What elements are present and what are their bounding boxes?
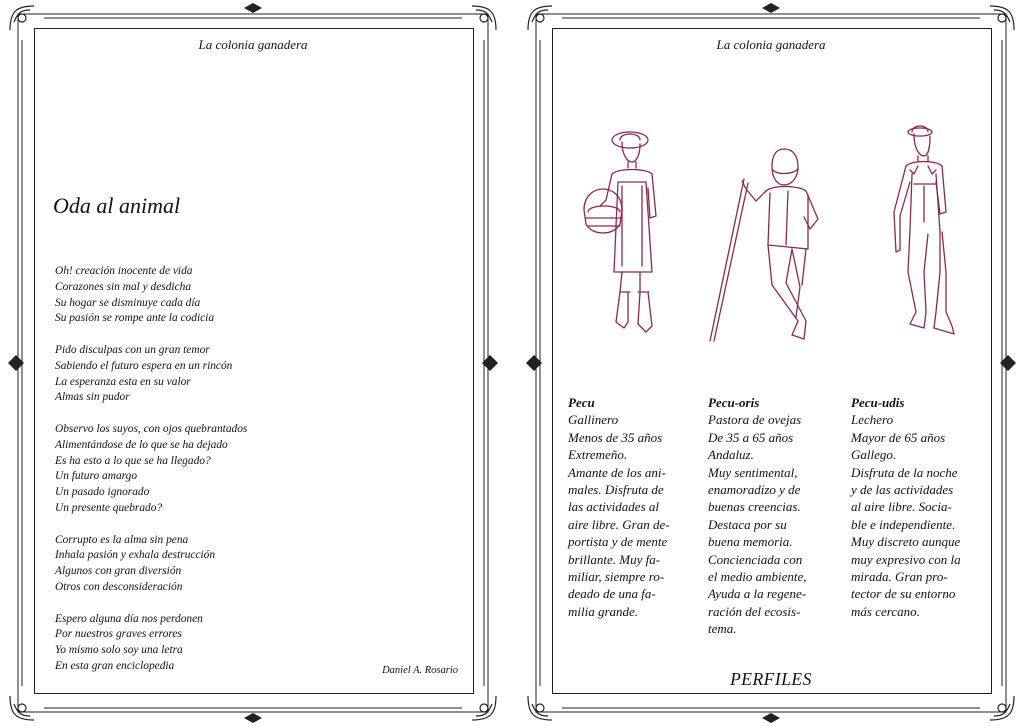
poem-line: Observo los suyos, con ojos quebrantados [55,422,248,435]
profile-line: miliar, siempre ro- [568,569,665,585]
profile-line: Andaluz. [708,447,754,463]
poem-line: Oh! creación inocente de vida [55,265,193,277]
profile-line: mirada. Gran pro- [851,569,948,585]
profile-line: males. Disfruta de [568,482,664,498]
profile-line: al aire libre. Socia- [851,499,952,515]
profile-line: brillante. Muy fa- [568,551,661,567]
profile-line: Lechero [851,412,894,428]
running-head: La colonia ganadera [198,37,308,52]
profile-line: ble e independiente. [851,516,956,532]
poem-line: Algunos con gran diversión [55,565,182,578]
profile-line: enamoradizo y de [708,482,801,498]
poem-line: Almas sin pudor [55,391,130,404]
profile-line: buenas creencias. [708,499,801,515]
running-head: La colonia ganadera [716,37,826,52]
poem-line: Su hogar se disminuye cada día [55,296,201,309]
poem-line: Yo mismo solo soy una letra [55,644,183,657]
profile-line: De 35 a 65 años [708,429,794,445]
profile-line: las actividades al [568,499,659,515]
profile-line: ración del ecosis- [708,603,801,619]
profile-line: Muy discreto aunque [851,534,961,550]
profile-line: y de las actividades [851,482,954,498]
profile-line: tector de su entorno [851,586,956,602]
stanza [55,612,247,675]
profile-line: Muy sentimental, [708,464,798,480]
profile-line: milia grande. [568,603,639,619]
poem-line: Es ha esto a lo que se ha llegado? [55,454,211,467]
profile-line: buena memoria. [708,534,793,550]
figure-pecu-oris-shepherdess [706,145,836,345]
profile-line: portista y de mente [568,534,668,550]
poem-line: Un futuro amargo [55,470,138,483]
poem-line: Sabiendo el futuro espera en un rincón [55,359,233,372]
stanza [55,264,247,327]
profile-line: deado de una fa- [568,586,656,602]
profile-name: Pecu [568,395,595,410]
stanza [55,533,247,596]
profile-line: Gallego. [851,447,897,463]
poem-line: Alimentándose de lo que se ha dejado [55,438,228,451]
profile-name: Pecu-oris [708,395,760,410]
profile-line: Disfruta de la noche [851,464,958,480]
profile-name: Pecu-udis [851,395,905,410]
profile-pecu [568,394,708,620]
poem-line: Por nuestros graves errores [55,628,182,641]
profile-line: Gallinero [568,412,619,428]
poem-line: Inhala pasión y exhala destrucción [55,549,216,562]
poem-line: Un presente quebrado? [55,501,163,514]
poem-line: Un pasado ignorado [55,486,150,499]
profile-line: aire libre. Gran de- [568,516,670,532]
profile-line: Ayuda a la regene- [708,586,807,602]
profile-line: el medio ambiente, [708,569,807,585]
profile-line: Menos de 35 años [568,429,663,445]
stanza [55,343,247,406]
profile-line: Pastora de ovejas [708,412,802,428]
profile-line: Concienciada con [708,551,803,567]
poem-title: Oda al animal [53,193,181,218]
section-title-perfiles: PERFILES [730,669,812,689]
poem-line: Pido disculpas con un gran temor [55,343,210,356]
poem-line: Su pasión se rompe ante la codicia [55,312,215,325]
poem-line: Corazones sin mal y desdicha [55,280,192,293]
poem-line: Espero alguna día nos perdonen [55,612,203,625]
right-page [522,0,1020,726]
figure-pecu-chicken-farmer [578,126,670,336]
profile-line: Mayor de 65 años [851,429,946,445]
poem-line: Corrupto es la alma sin pena [55,533,189,546]
profile-line: Destaca por su [708,516,787,532]
profile-line: Amante de los ani- [568,464,666,480]
poem-line: La esperanza esta en su valor [55,375,191,388]
poem-line: En esta gran enciclopedia [55,659,175,672]
figure-pecu-udis-milkman [880,122,960,346]
profile-pecu-udis [851,394,1001,620]
profile-line: muy expresivo con la [851,551,961,567]
stanza [55,422,247,517]
poem [55,264,247,691]
poem-author: Daniel A. Rosario [382,665,458,676]
profile-line: Extremeño. [568,447,628,463]
profile-line: más cercano. [851,603,920,619]
left-page [4,0,502,726]
profile-line: tema. [708,621,737,637]
profile-pecu-oris [708,394,848,638]
poem-line: Otros con desconsideración [55,580,183,593]
